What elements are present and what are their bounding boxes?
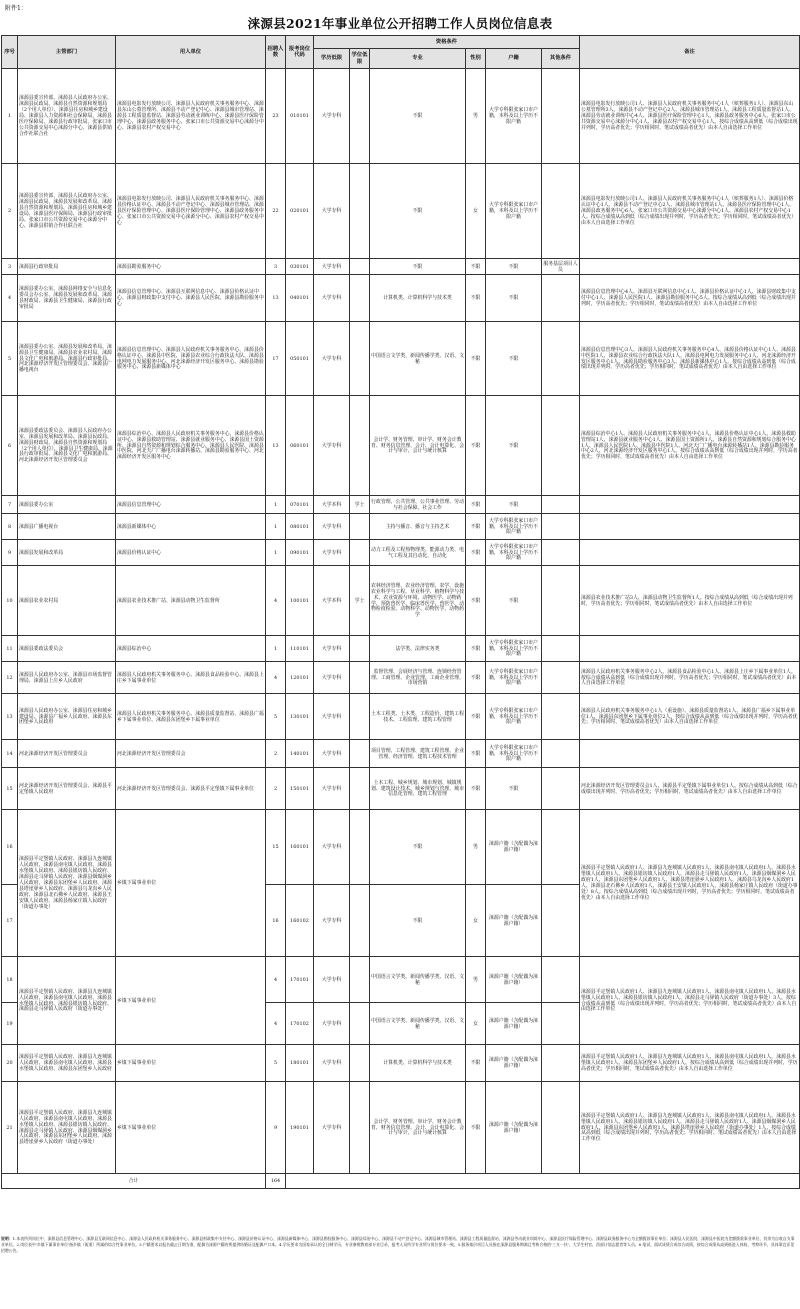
row-degree [350,740,370,768]
row-code: 020101 [286,164,314,259]
row-degree [350,540,370,566]
row-major: 计算机类、计算机科学与技术类 [370,275,466,322]
row-code: 060101 [286,396,314,496]
row-remark [580,514,800,540]
row-remark: 涞源县电影发行放映公司1人、涞源县人民政府机关事务服务中心1人（殡葬服务1人）、涞源县价格认证中心1人、涞源县不动产登记中心2人、涞源县城市管理站1人、涞源县医疗保险管理中心1人、涞源县政务服务中心6人、张家口市公共资源交易中心涞源分中心1人、涞源县农村产权交易中心1人。按综合成绩从高到低（综合成绩出现并列时，学历高者优先；学历相同时，笔试成绩高者优先）由本人自由选择工作单位 [580,164,800,259]
header-major: 专业 [370,49,466,69]
table-row [2,662,800,694]
row-no: 20 [2,1045,18,1082]
row-unit: 涞源县人民政府机关事务服务中心、涞源县食品检验中心、涞源县上庄乡下属事业单位 [116,662,266,694]
row-other [542,662,580,694]
row-dept: 涞源县委宣传部、涞源县人民政府办公室、涞源县民政局、涞源县发展和改革局、涞源县自然资源和规划局、涞源县住房和城乡建设局、涞源县医疗保障局、涞源县行政审批局、张家口市公共资源交易中心涞源分中心、涞源县供销合作社联合社 [18,164,116,259]
row-remark [580,636,800,662]
row-major: 土木工程类、土木类、工程造价、建筑工程技术、工程监理、建筑工程管理 [370,694,466,740]
row-hukou: 大学专科限张家口市户籍，本科及以上学历不限户籍 [486,69,542,164]
row-edu: 大学专科 [314,322,350,396]
row-dept: 涞源县平定堡镇人民政府、涞源县九连城镇人民政府、涞源县南屯镇人民政府、涞源县水堡镇人民政府、涞源县银坊镇人民政府、涞源县走马驿镇人民政府、涞源县烟煤洞乡人民政府、涞源县东团堡乡人民政府、涞源县塔崖驿乡人民政府、涞源县乌龙沟乡人民政府、涞源县北石佛乡人民政府、涞源县王安镇人民政府、涞源县杨家庄镇人民政府（街道办事处） [18,810,116,957]
row-no: 1 [2,69,18,164]
table-row [2,540,800,566]
row-remark: 涞源县综治中心1人、涞源县人民政府机关事务服务中心1人、涞源县价格认证中心1人、涞源县救助管理站1人、涞源县就业服务中心1人、涞源县国土资源所1人、涞源县自然资源和规划综合服务中心1人、涞源县人民医院1人、涞源县中医院1人、河北天广广播电台涞源转播站1人、涞源县勘验服务中心2人、河北涞源经济开发区服务中心1人。按综合成绩从高到低（综合成绩出现并列时，学历高者优先；学历相同时，笔试成绩高者优先）由本人自由选择工作单位 [580,396,800,496]
row-degree [350,662,370,694]
row-degree [350,1003,370,1045]
table-row [2,768,800,810]
row-hukou: 涞源户籍（含配偶为涞源户籍） [486,957,542,1003]
row-remark [580,740,800,768]
row-count: 5 [266,1045,286,1082]
row-no: 11 [2,636,18,662]
row-edu: 大学专科 [314,885,350,957]
row-degree [350,810,370,885]
row-code: 090101 [286,540,314,566]
row-hukou: 涞源户籍（含配偶为涞源户籍） [486,1003,542,1045]
row-code: 070101 [286,496,314,514]
row-major: 法学类、法律实务类 [370,636,466,662]
row-hukou: 大学专科限张家口市户籍，本科及以上学历不限户籍 [486,740,542,768]
row-unit: 涞源县新媒体中心 [116,514,266,540]
row-no: 18 [2,957,18,1003]
row-unit: 涞源县价格认证中心 [116,540,266,566]
row-unit: 涞源县农业技术推广站、涞源县动物卫生监督所 [116,566,266,636]
row-gender: 不限 [466,694,486,740]
row-major: 会计学、财务管理、审计学、财务会计教育、财务信息管理、会计、会计电算化、会计与审计、会计与统计核算 [370,396,466,496]
row-gender: 女 [466,885,486,957]
table-row [2,740,800,768]
job-table [1,35,800,1189]
row-remark [580,540,800,566]
row-code: 120101 [286,662,314,694]
row-unit: 涞源县勘验服务中心 [116,259,266,275]
table-row [2,496,800,514]
row-gender: 男 [466,69,486,164]
row-gender: 不限 [466,496,486,514]
row-edu: 大学专科 [314,1082,350,1174]
row-count: 2 [266,768,286,810]
row-hukou: 涞源户籍（含配偶为涞源户籍） [486,810,542,885]
row-count: 4 [266,662,286,694]
row-dept: 涞源县委政法委员会 [18,636,116,662]
row-other [542,1082,580,1174]
row-gender: 男 [466,810,486,885]
row-degree [350,514,370,540]
row-code: 010101 [286,69,314,164]
row-degree [350,322,370,396]
row-edu: 大学专科 [314,636,350,662]
row-remark: 涞源县人民政府机关事务服务中心2人、涞源县食品检验中心1人、涞源县上庄乡下属事业单位1人。按综合成绩从高到低（综合成绩出现并列时，学历高者优先；学历相同时，笔试成绩高者优先）由本人自由选择工作单位 [580,662,800,694]
row-major: 监督管理、会展经济与管理、连锁经营管理、工商管理、企业管理、工商企业管理、市场营销 [370,662,466,694]
row-remark: 涞源县信息管理中心4人、涞源县互联网信息中心1人、涞源县价格认证中心1人、涞源县财政集中支付中心1人、涞源县人民医院1人、涞源县勘验服务中心5人。按综合成绩从高到低（综合成绩出现并列时，学历高者优先；学历相同时，笔试成绩高者优先）由本人自由选择工作单位 [580,275,800,322]
row-hukou: 不限 [486,322,542,396]
row-no: 12 [2,662,18,694]
total-count: 164 [266,1174,286,1189]
row-count: 1 [266,514,286,540]
row-degree [350,1082,370,1174]
row-other [542,768,580,810]
row-hukou: 不限 [486,566,542,636]
row-no: 8 [2,514,18,540]
row-other [542,496,580,514]
row-edu: 大学专科 [314,275,350,322]
row-no: 10 [2,566,18,636]
table-row [2,1045,800,1082]
row-count: 4 [266,957,286,1003]
row-gender: 不限 [466,540,486,566]
row-unit: 涞源县信息管理中心 [116,496,266,514]
row-count: 23 [266,69,286,164]
row-code: 040101 [286,275,314,322]
table-row [2,514,800,540]
row-other [542,636,580,662]
table-row [2,259,800,275]
row-count: 4 [266,566,286,636]
row-dept: 涞源县广播电视台 [18,514,116,540]
header-no: 序号 [2,36,18,69]
row-code: 030101 [286,259,314,275]
row-major: 中国语言文学类、新闻传播学类、汉语、文秘 [370,1003,466,1045]
row-gender: 不限 [466,1082,486,1174]
row-hukou: 不限 [486,275,542,322]
row-gender: 女 [466,164,486,259]
row-degree [350,275,370,322]
row-other [542,885,580,957]
row-major: 项目管理、工程管理、建筑工程管理、企业管理、经济管理、建筑工程技术管理 [370,740,466,768]
row-other [542,322,580,396]
row-edu: 大学专科 [314,1003,350,1045]
row-degree [350,636,370,662]
row-dept: 涞源县委办公室、涞源县网络安全与信息化委员会办公室、涞源县发展和改革局、涞源县财政局、涞源县卫生健康局、涞源县行政审批局 [18,275,116,322]
row-dept: 涞源县行政审批局 [18,259,116,275]
header-unit: 用人单位 [116,36,266,69]
row-code: 160101 [286,810,314,885]
row-dept: 涞源县平定堡镇人民政府、涞源县九连城镇人民政府、涞源县南屯镇人民政府、涞源县水堡镇人民政府、涞源县银坊镇人民政府、涞源县走马驿镇人民政府、涞源县烟煤洞乡人民政府、涞源县东团堡乡人民政府、涞源县塔崖驿乡人民政府（街道办事处） [18,1082,116,1174]
row-remark: 涞源县信息管理中心3人、涞源县人民政府机关事务服务中心4人、涞源县价格认证中心1人、涞源县中医院1人、涞源县农业综合行政执法大队1人、涞源县电网电力发展服务中心1人、河北涞源经济开发区服务中心1人、涞源县勘验服务中心3人、涞源县新媒体中心1人。按综合成绩从高到低（综合成绩出现并列时，学历高者优先；学历相同时，笔试成绩高者优先）由本人自由选择工作单位 [580,322,800,396]
row-unit: 乡镇下属事业单位 [116,1082,266,1174]
row-degree: 学士 [350,566,370,636]
row-edu: 大学专科 [314,164,350,259]
row-gender: 不限 [466,322,486,396]
row-other: 服务基层项目人员 [542,259,580,275]
row-unit: 河北涞源经济开发区管理委员会 [116,740,266,768]
row-no: 2 [2,164,18,259]
row-code: 140101 [286,740,314,768]
row-edu: 大学专科 [314,740,350,768]
row-dept: 涞源县委办公室 [18,496,116,514]
row-major: 动力工程及工程热物理类、能源动力类、电气工程及其自动化、自动化 [370,540,466,566]
row-unit: 涞源县综治中心 [116,636,266,662]
row-count: 5 [266,694,286,740]
row-dept: 涞源县人民政府办公室、涞源县住房和城乡建设局、涞源县广福乡人民政府、涞源县东团堡乡人民政府 [18,694,116,740]
row-unit: 乡镇下属事业单位 [116,1045,266,1082]
row-code: 100101 [286,566,314,636]
row-unit: 河北涞源经济开发区管理委员会、涞源县平定堡镇下属事业单位 [116,768,266,810]
row-dept: 涞源县人民政府办公室、涞源县市场监督管理局、涞源县上庄乡人民政府 [18,662,116,694]
row-no: 3 [2,259,18,275]
row-major: 中国语言文学类、新闻传播学类、汉语、文秘 [370,957,466,1003]
row-count: 13 [266,275,286,322]
row-hukou: 不限 [486,396,542,496]
row-hukou: 涞源户籍（含配偶为涞源户籍） [486,885,542,957]
row-no: 21 [2,1082,18,1174]
row-degree [350,1045,370,1082]
row-code: 170101 [286,957,314,1003]
notes-text: 1.本表所列岗位中，涞源县信息管理中心、涞源县互联网信息中心、涞源县人民政府机关事务服务中心、涞源县财政集中支付中心、涞源县价格认证中心、涞源县新媒体中心、涞源县勘验服务中心、涞源县综治中心、涞源县不动产登记中心、涞源县城市管理站、涞源县工程质量监督站、涞源县劳动就业训练中心、涞源县医疗保险管理中心、涞源县政务服务中心为全额拨款事业单位；涞源县人民医院、涞源县中医院为差额拨款事业单位，其余为自收自支事业单位。2.岗位表中'乡镇下属事业单位'指乡镇（街道）所属的综合性事业单位。3.户籍要求以报名截止日期为准，配偶为涞源户籍的须提供结婚证及配偶户口本。4.学历要求为国家承认的全日制学历，专业参照教育部专业目录，报考人员所学专业须与岗位要求一致。5.服务基层项目人员指在涞源县服务期满且考核合格的'三支一扶'、大学生村官、西部计划志愿者等人员。6.笔试、面试成绩合成综合成绩，按综合成绩从高到低进入体检、考察环节，具体事宜详见招聘公告。 [1,1236,795,1253]
row-unit: 乡镇下属事业单位 [116,810,266,957]
row-dept: 涞源县平定堡镇人民政府、涞源县九连城镇人民政府、涞源县南屯镇人民政府、涞源县水堡镇人民政府、涞源县东团堡乡人民政府 [18,1045,116,1082]
table-row [2,566,800,636]
row-major: 行政管理、公共管理、公共事业管理、劳动与社会保障、社会工作 [370,496,466,514]
row-no: 16 [2,810,18,885]
row-other [542,540,580,566]
header-dept: 主管部门 [18,36,116,69]
header-other: 其他条件 [542,49,580,69]
row-code: 050101 [286,322,314,396]
row-hukou: 大学专科限张家口市户籍，本科及以上学历不限户籍 [486,636,542,662]
row-other [542,810,580,885]
row-code: 150101 [286,768,314,810]
row-unit: 涞源县综治中心、涞源县人民政府机关事务服务中心、涞源县价格认证中心、涞源县救助管理站、涞源县就业服务中心、涞源县国土资源所、涞源县自然资源和规划综合服务中心、涞源县人民医院、涞源县中医院、河北天广广播电台涞源转播站、涞源县勘验服务中心、河北涞源经济开发区服务中心 [116,396,266,496]
row-degree [350,69,370,164]
row-other [542,566,580,636]
row-code: 080101 [286,514,314,540]
row-code: 180101 [286,1045,314,1082]
notes [1,1236,797,1254]
row-degree [350,957,370,1003]
table-row [2,810,800,885]
row-no: 15 [2,768,18,810]
row-hukou: 不限 [486,768,542,810]
row-dept: 涞源县委政法委员会、涞源县人民政府办公室、涞源县发展和改革局、涞源县民政局、涞源县财政局、涞源县自然资源和规划局（2个用人单位）、涞源县卫生健康局、涞源县行政审批局、涞源县文化广电和旅游局、河北涞源经济开发区管理委员会 [18,396,116,496]
row-no: 13 [2,694,18,740]
row-gender: 不限 [466,514,486,540]
row-gender: 不限 [466,1045,486,1082]
row-edu: 大学专科 [314,259,350,275]
row-gender: 不限 [466,740,486,768]
row-remark: 涞源县平定堡镇人民政府1人、涞源县九连城镇人民政府1人、涞源县南屯镇人民政府1人、涞源县水堡镇人民政府1人、涞源县银坊镇人民政府1人、涞源县走马驿镇人民政府（街道办事处）3人。按综合成绩从高到低（综合成绩出现并列时，学历高者优先；学历相同时，笔试成绩高者优先）由本人自由选择工作单位 [580,957,800,1045]
table-row [2,957,800,1003]
row-hukou: 涞源户籍（含配偶为涞源户籍） [486,1082,542,1174]
table-row [2,636,800,662]
row-edu: 大学专科 [314,514,350,540]
row-count: 1 [266,496,286,514]
row-edu: 大学专科 [314,662,350,694]
row-other [542,957,580,1003]
row-hukou: 涞源户籍（含配偶为涞源户籍） [486,1045,542,1082]
row-count: 1 [266,636,286,662]
header-gender: 性别 [466,49,486,69]
row-major: 不限 [370,885,466,957]
row-count: 22 [266,164,286,259]
total-label: 合计 [2,1174,266,1189]
row-edu: 大学专科 [314,810,350,885]
header-count: 招聘人数 [266,36,286,69]
row-hukou: 不限 [486,259,542,275]
row-other [542,275,580,322]
row-remark: 涞源县人民政府机关事务服务中心1人（重设施）、涞源县质量监督站1人、涞源县广福乡下属事业单位1人、涞源县东团堡乡下属事业单位2人。按综合成绩从高到低（综合成绩出现并列时，学历高者优先；学历相同时，笔试成绩高者优先）由本人自由选择工作单位 [580,694,800,740]
row-gender: 不限 [466,566,486,636]
row-dept: 涞源县农业农村局 [18,566,116,636]
row-remark: 涞源县农业技术推广站3人、涞源县动物卫生监督所1人。按综合成绩从高到低（综合成绩出现并列时，学历高者优先；学历相同时，笔试成绩高者优先）由本人自由选择工作单位 [580,566,800,636]
row-count: 1 [266,540,286,566]
row-count: 15 [266,810,286,885]
row-remark [580,496,800,514]
row-major: 会计学、财务管理、审计学、财务会计教育、财务信息管理、会计、会计电算化、会计与审计、会计与统计核算 [370,1082,466,1174]
row-major: 农林经济管理、农业经济管理、农学、设施农业科学与工程、草业科学、植物科学与技术、农业资源与环境、动物医学、动物药学、预防兽医学、临床兽医学、兽医学、动物检疫检验、动物科学、动物医学、动物药学 [370,566,466,636]
row-degree [350,259,370,275]
row-edu: 大学专科 [314,540,350,566]
row-hukou: 大学专科限张家口市户籍，本科及以上学历不限户籍 [486,540,542,566]
row-edu: 大学专科 [314,768,350,810]
row-edu: 大学本科 [314,566,350,636]
row-hukou: 大学专科限张家口市户籍，本科及以上学历不限户籍 [486,694,542,740]
header-degree: 学位低限 [350,49,370,69]
row-remark: 涞源县平定堡镇人民政府1人、涞源县九连城镇人民政府1人、涞源县南屯镇人民政府1人、涞源县水堡镇人民政府1人、涞源县银坊镇人民政府1人、涞源县走马驿镇人民政府1人、涞源县烟煤洞乡人民政府1人、涞源县东团堡乡人民政府1人、涞源县塔崖驿乡人民政府1人、涞源县乌龙沟乡人民政府1人、涞源县北石佛乡人民政府1人、涞源县王安镇人民政府1人、涞源县杨家庄镇人民政府（街道办事处）8人。按综合成绩从高到低（综合成绩出现并列时，学历高者优先；学历相同时，笔试成绩高者优先）由本人自由选择工作单位 [580,810,800,957]
row-other [542,1045,580,1082]
header-edu: 学历低限 [314,49,350,69]
row-count: 3 [266,259,286,275]
row-other [542,1003,580,1045]
row-count: 16 [266,885,286,957]
table-row [2,396,800,496]
row-degree [350,768,370,810]
row-dept: 涞源县平定堡镇人民政府、涞源县九连城镇人民政府、涞源县南屯镇人民政府、涞源县水堡镇人民政府、涞源县银坊镇人民政府、涞源县走马驿镇人民政府（街道办事处） [18,957,116,1045]
row-edu: 大学专科 [314,69,350,164]
row-degree [350,164,370,259]
header-qual: 资格条件 [314,36,580,49]
row-gender: 不限 [466,396,486,496]
row-unit: 涞源县信息管理中心、涞源县人民政府机关事务服务中心、涞源县价格认证中心、涞源县中医院、涞源县农业综合行政执法大队、涞源县电网电力发展服务中心、河北涞源经济开发区服务中心、涞源县勘验服务中心、涞源县新媒体中心 [116,322,266,396]
row-other [542,396,580,496]
row-remark: 河北涞源经济开发区管理委员会1人、涞源县平定堡镇下属事业单位1人。按综合成绩从高到低（综合成绩出现并列时，学历高者优先；学历相同时，笔试成绩高者优先）由本人自由选择工作单位 [580,768,800,810]
row-unit: 涞源县电影发行放映公司、涞源县人民政府机关事务服务中心、涞源县价格认证中心、涞源县不动产登记中心、涞源县城市管理站、涞源县医疗保险管理中心、涞源县医疗保险管理中心、涞源县政务服务中心、张家口市公共资源交易中心涞源分中心、涞源县农村产权交易中心 [116,164,266,259]
table-row [2,322,800,396]
table-row [2,164,800,259]
row-other [542,694,580,740]
row-degree [350,396,370,496]
table-row [2,69,800,164]
row-edu: 大学专科 [314,694,350,740]
row-major: 计算机类、计算机科学与技术类 [370,1045,466,1082]
row-unit: 涞源县信息管理中心、涞源县互联网信息中心、涞源县价格认证中心、涞源县财政集中支付中心、涞源县人民医院、涞源县勘验服务中心 [116,275,266,322]
header-hukou: 户籍 [486,49,542,69]
row-remark [580,259,800,275]
row-code: 160102 [286,885,314,957]
row-edu: 大学本科 [314,496,350,514]
row-count: 13 [266,396,286,496]
row-dept: 河北涞源经济开发区管理委员会 [18,740,116,768]
row-no: 14 [2,740,18,768]
row-no: 7 [2,496,18,514]
row-gender: 不限 [466,768,486,810]
table-row [2,694,800,740]
row-gender: 男 [466,957,486,1003]
row-hukou: 大学专科限张家口市户籍，本科及以上学历不限户籍 [486,164,542,259]
row-dept: 涞源县委宣传部、涞源县人民政府办公室、涞源县民政局、涞源县自然资源和规划局（2个用人单位）、涞源县住房和城乡建设局、涞源县人力资源和社会保障局、涞源县医疗保障局、涞源县行政审批局、张家口市公共资源交易中心涞源分中心、涞源县供销合作社联合社 [18,69,116,164]
row-count: 17 [266,322,286,396]
row-code: 170102 [286,1003,314,1045]
row-hukou: 大学专科限张家口市户籍，本科及以上学历不限户籍 [486,514,542,540]
row-no: 5 [2,322,18,396]
row-gender: 不限 [466,662,486,694]
table-row [2,1082,800,1174]
header-code: 报考岗位代码 [286,36,314,69]
row-unit: 涞源县人民政府机关事务服务中心、涞源县质量监督站、涞源县广福乡下属事业单位、涞源县东团堡乡下属事业单位 [116,694,266,740]
row-major: 主持与播音、播音与主持艺术 [370,514,466,540]
row-remark: 涞源县平定堡镇人民政府1人、涞源县九连城镇人民政府1人、涞源县南屯镇人民政府1人、涞源县水堡镇人民政府1人、涞源县东团堡乡人民政府1人。按综合成绩从高到低（综合成绩出现并列时，学历高者优先；学历相同时，笔试成绩高者优先）由本人自由选择工作单位 [580,1045,800,1082]
row-hukou: 不限 [486,496,542,514]
page-title: 涞源县2021年事业单位公开招聘工作人员岗位信息表 [247,16,553,31]
row-dept: 涞源县发展和改革局 [18,540,116,566]
row-hukou: 大学专科限张家口市户籍，本科及以上学历不限户籍 [486,662,542,694]
row-code: 130101 [286,694,314,740]
header-remark: 备注 [580,36,800,69]
row-count: 2 [266,740,286,768]
row-count: 4 [266,1003,286,1045]
row-degree: 学士 [350,496,370,514]
total-row [2,1174,800,1189]
row-edu: 大学专科 [314,396,350,496]
row-major: 中国语言文学类、新闻传播学类、汉语、文秘 [370,322,466,396]
row-gender: 不限 [466,259,486,275]
attachment-label: 附件1： [5,5,27,12]
notes-head: 说明： [1,1236,13,1241]
table-row [2,275,800,322]
row-no: 9 [2,540,18,566]
row-other [542,164,580,259]
row-remark: 涞源县平定堡镇人民政府1人、涞源县九连城镇人民政府1人、涞源县南屯镇人民政府1人、涞源县水堡镇人民政府1人、涞源县银坊镇人民政府1人、涞源县走马驿镇人民政府1人、涞源县烟煤洞乡人民政府1人、涞源县东团堡乡人民政府1人、涞源县塔崖驿乡人民政府（街道办事处）1人。按综合成绩从高到低（综合成绩出现并列时，学历高者优先；学历相同时，笔试成绩高者优先）由本人自由选择工作单位 [580,1082,800,1174]
row-dept: 河北涞源经济开发区管理委员会、涞源县平定堡镇人民政府 [18,768,116,810]
row-other [542,69,580,164]
row-other [542,514,580,540]
row-unit: 乡镇下属事业单位 [116,957,266,1045]
row-dept: 涞源县委办公室、涞源县发展和改革局、涞源县卫生健康局、涞源县农业农村局、涞源县文化广电和旅游局、涞源县行政审批局、河北涞源经济开发区管理委员会、涞源县广播电视台 [18,322,116,396]
row-no: 19 [2,1003,18,1045]
row-no: 17 [2,885,18,957]
row-edu: 大学专科 [314,957,350,1003]
row-no: 6 [2,396,18,496]
row-unit: 涞源县电影发行放映公司、涞源县人民政府机关事务服务中心、涞源县东山公墓管理所、涞源县不动产登记中心、涞源县城市管理站、涞源县工程质量监督站、涞源县劳动就业训练中心、涞源县医疗保险管理中心、涞源县政务服务中心、张家口市公共资源交易中心涞源分中心、涞源县农村产权交易中心 [116,69,266,164]
row-gender: 女 [466,1003,486,1045]
row-code: 190101 [286,1082,314,1174]
row-major: 不限 [370,164,466,259]
row-no: 4 [2,275,18,322]
row-code: 110101 [286,636,314,662]
row-major: 不限 [370,259,466,275]
row-degree [350,694,370,740]
row-major: 不限 [370,69,466,164]
row-remark: 涞源县电影发行放映公司1人、涞源县人民政府机关事务服务中心1人（殡葬服务1人）、涞源县东山公墓管理所3人、涞源县不动产登记中心2人、涞源县城市管理站1人、涞源县工程质量监督站1人、涞源县劳动就业训练中心4人、涞源县医疗保险管理中心1人、涞源县政务服务中心6人、张家口市公共资源交易中心涞源分中心1人、涞源县农村产权交易中心1人。按综合成绩从高到低（综合成绩出现并列时，学历高者优先；学历相同时，笔试成绩高者优先）由本人自由选择工作单位 [580,69,800,164]
row-degree [350,885,370,957]
row-major: 不限 [370,810,466,885]
row-gender: 不限 [466,275,486,322]
row-gender: 不限 [466,636,486,662]
row-other [542,740,580,768]
row-count: 9 [266,1082,286,1174]
row-edu: 大学专科 [314,1045,350,1082]
row-major: 土木工程、城乡规划、城市规划、城镇规划、建筑设计技术、城乡规划与管理、城市信息化管理、建筑工程管理 [370,768,466,810]
